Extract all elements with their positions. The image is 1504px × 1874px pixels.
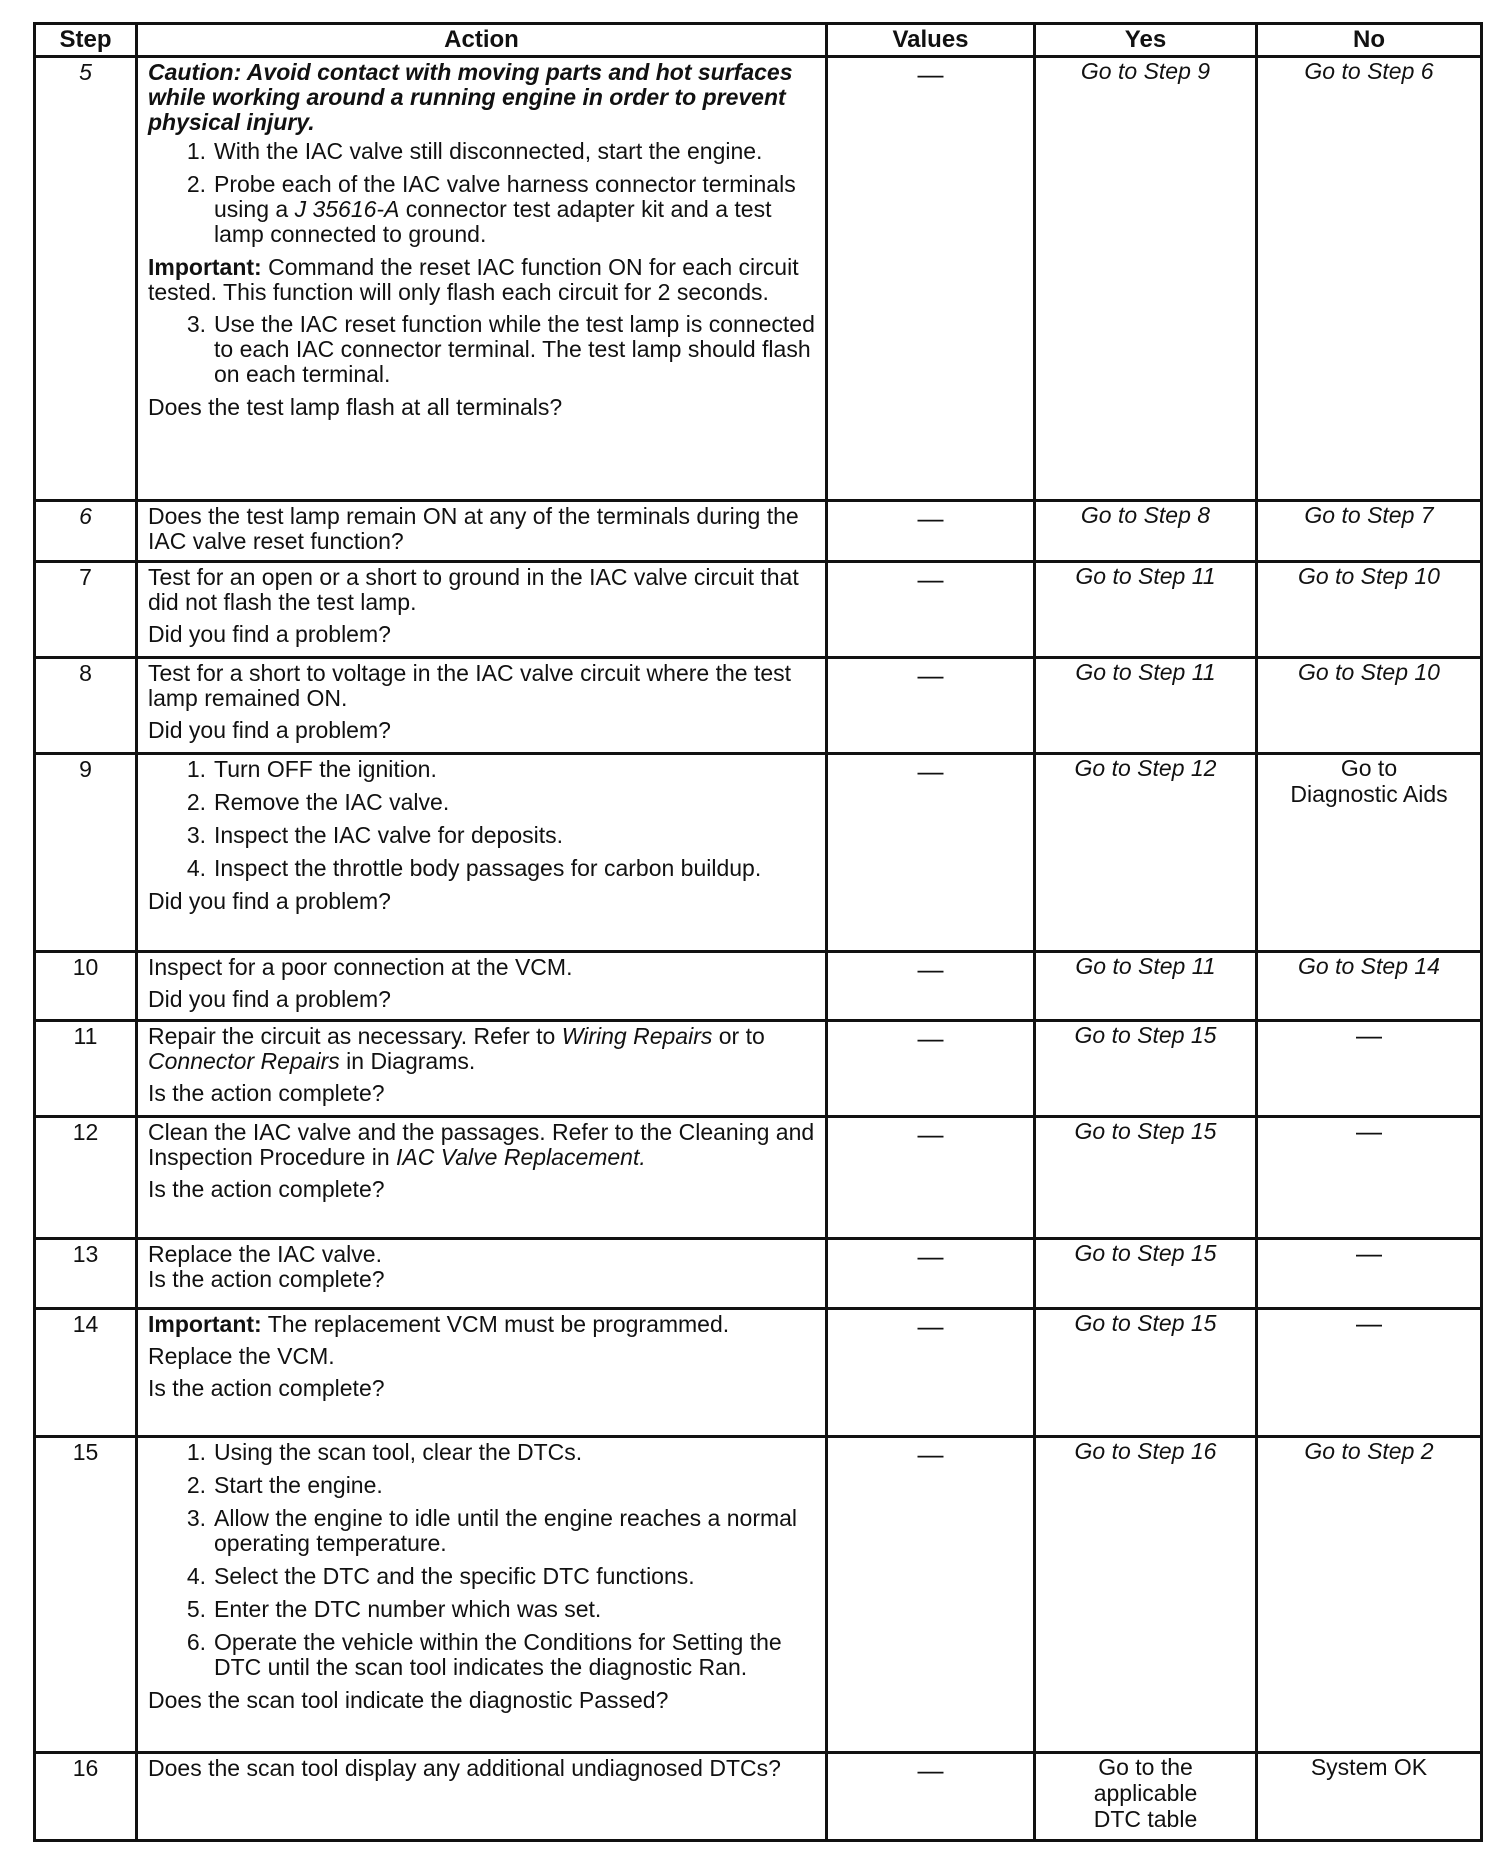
table-header-row [35, 24, 1482, 57]
action-cell [137, 1021, 827, 1117]
action-text [148, 1120, 817, 1170]
caution-text: Caution: Avoid contact with moving parts and hot surfaces while working around a running engine in order to prevent physical injury. [148, 59, 793, 135]
step-number: 7 [35, 562, 137, 658]
action-question: Is the action complete? [148, 1266, 385, 1292]
table-row [35, 754, 1482, 952]
yes-cell: Go to Step 11 [1035, 952, 1257, 1021]
step-number: 16 [35, 1753, 137, 1841]
step-number: 12 [35, 1117, 137, 1239]
action-list [148, 1440, 817, 1680]
list-item-number: 3. [186, 311, 206, 337]
yes-cell [1035, 1753, 1257, 1841]
list-item-text: Inspect the IAC valve for deposits. [214, 822, 564, 848]
list-item-number: 6. [186, 1629, 206, 1655]
list-item [148, 312, 817, 387]
header-step: Step [35, 24, 137, 57]
values-cell: — [827, 1239, 1035, 1309]
header-no: No [1257, 24, 1482, 57]
action-text: Replace the VCM. [148, 1343, 335, 1369]
list-item-number: 5. [186, 1596, 206, 1622]
table-row [35, 658, 1482, 754]
list-item-number: 3. [186, 1505, 206, 1531]
values-cell: — [827, 1021, 1035, 1117]
table-row [35, 1239, 1482, 1309]
yes-cell: Go to Step 15 [1035, 1021, 1257, 1117]
action-text: Test for a short to voltage in the IAC valve circuit where the test lamp remained ON. [148, 660, 792, 711]
important-label: Important: [148, 1311, 262, 1337]
action-list [148, 312, 817, 387]
table-row [35, 1437, 1482, 1753]
no-cell: Go to Step 2 [1257, 1437, 1482, 1753]
table-row [35, 952, 1482, 1021]
table-row [35, 1309, 1482, 1437]
action-cell [137, 1437, 827, 1753]
important-text: The replacement VCM must be programmed. [261, 1311, 730, 1337]
important-text: Command the reset IAC function ON for each circuit tested. This function will only flash each circuit for 2 seconds. [148, 254, 799, 305]
no-cell: Go to Step 10 [1257, 658, 1482, 754]
list-item [148, 1597, 817, 1622]
important-note [148, 255, 817, 305]
table-row [35, 57, 1482, 501]
table-row [35, 1117, 1482, 1239]
values-cell: — [827, 1437, 1035, 1753]
list-item-text: Remove the IAC valve. [214, 789, 450, 815]
yes-cell: Go to Step 11 [1035, 658, 1257, 754]
action-question: Does the scan tool indicate the diagnostic Passed? [148, 1687, 669, 1713]
action-question: Is the action complete? [148, 1375, 385, 1401]
action-text: Test for an open or a short to ground in the IAC valve circuit that did not flash the test lamp. [148, 564, 799, 615]
list-item [148, 1506, 817, 1556]
no-cell: — [1257, 1309, 1482, 1437]
tool-reference: J 35616-A [294, 196, 400, 222]
no-cell: Go to Step 6 [1257, 57, 1482, 501]
list-item-number: 1. [186, 1439, 206, 1465]
list-item-text: Use the IAC reset function while the test lamp is connected to each IAC connector terminal. The test lamp should flash on each terminal. [214, 311, 815, 387]
connector-repairs-reference: Connector Repairs [148, 1048, 340, 1074]
list-item-number: 1. [186, 756, 206, 782]
table-row [35, 1753, 1482, 1841]
important-label: Important: [148, 254, 262, 280]
action-cell [137, 501, 827, 562]
values-cell: — [827, 57, 1035, 501]
step-number: 5 [35, 57, 137, 501]
yes-cell-line: DTC table [1093, 1806, 1198, 1832]
values-cell: — [827, 501, 1035, 562]
action-cell [137, 57, 827, 501]
list-item-text: Allow the engine to idle until the engine reaches a normal operating temperature. [214, 1505, 798, 1556]
step-number: 10 [35, 952, 137, 1021]
action-cell [137, 952, 827, 1021]
action-question: Does the test lamp remain ON at any of the terminals during the IAC valve reset function? [148, 503, 799, 554]
action-question: Is the action complete? [148, 1080, 385, 1106]
action-question: Does the test lamp flash at all terminals? [148, 394, 563, 420]
step-number: 11 [35, 1021, 137, 1117]
yes-cell: Go to Step 11 [1035, 562, 1257, 658]
no-cell: — [1257, 1117, 1482, 1239]
yes-cell-line: applicable [1093, 1780, 1198, 1806]
header-yes: Yes [1035, 24, 1257, 57]
action-question: Did you find a problem? [148, 888, 391, 914]
list-item-text: Inspect the throttle body passages for carbon buildup. [214, 855, 762, 881]
list-item [148, 856, 817, 881]
action-question: Did you find a problem? [148, 621, 391, 647]
list-item-number: 4. [186, 1563, 206, 1589]
step-number: 14 [35, 1309, 137, 1437]
diagnostic-page [33, 22, 1480, 1842]
list-item-text: Select the DTC and the specific DTC functions. [214, 1563, 695, 1589]
list-item-text [214, 172, 817, 247]
header-action: Action [137, 24, 827, 57]
step-number: 6 [35, 501, 137, 562]
list-item [148, 172, 817, 247]
text-segment: Repair the circuit as necessary. Refer to [148, 1023, 562, 1049]
list-item [148, 139, 817, 164]
yes-cell: Go to Step 12 [1035, 754, 1257, 952]
action-text: Replace the IAC valve. [148, 1241, 382, 1267]
action-cell [137, 1117, 827, 1239]
action-question: Does the scan tool display any additional undiagnosed DTCs? [148, 1755, 781, 1781]
yes-cell: Go to Step 15 [1035, 1239, 1257, 1309]
list-item [148, 757, 817, 782]
values-cell: — [827, 658, 1035, 754]
values-cell: — [827, 562, 1035, 658]
list-item [148, 790, 817, 815]
no-cell: — [1257, 1239, 1482, 1309]
values-cell: — [827, 754, 1035, 952]
no-cell: Go to Step 7 [1257, 501, 1482, 562]
step-number: 13 [35, 1239, 137, 1309]
text-segment: or to [712, 1023, 765, 1049]
values-cell: — [827, 1753, 1035, 1841]
action-cell [137, 562, 827, 658]
no-cell [1257, 754, 1482, 952]
values-cell: — [827, 1309, 1035, 1437]
table-row [35, 562, 1482, 658]
list-item-text: Turn OFF the ignition. [214, 756, 437, 782]
table-row [35, 1021, 1482, 1117]
list-item-text: Enter the DTC number which was set. [214, 1596, 602, 1622]
step-number: 8 [35, 658, 137, 754]
action-list [148, 139, 817, 247]
no-cell-line: Diagnostic Aids [1290, 781, 1448, 807]
action-cell [137, 1753, 827, 1841]
no-cell: System OK [1257, 1753, 1482, 1841]
action-cell [137, 1309, 827, 1437]
list-item [148, 823, 817, 848]
yes-cell-line: Go to the [1098, 1754, 1193, 1780]
list-item-text: Operate the vehicle within the Conditions for Setting the DTC until the scan tool indicates the diagnostic Ran. [214, 1629, 782, 1680]
yes-cell: Go to Step 15 [1035, 1309, 1257, 1437]
no-cell: — [1257, 1021, 1482, 1117]
action-question: Did you find a problem? [148, 717, 391, 743]
list-item-number: 2. [186, 789, 206, 815]
yes-cell: Go to Step 9 [1035, 57, 1257, 501]
action-cell [137, 658, 827, 754]
action-cell [137, 1239, 827, 1309]
action-cell [137, 754, 827, 952]
text-segment: Clean the IAC valve and the passages. Refer to the Cleaning and Inspection Procedure in [148, 1119, 815, 1170]
list-item [148, 1564, 817, 1589]
text-segment: in Diagrams. [339, 1048, 476, 1074]
text-segment: connector test adapter kit and a test lamp connected to ground. [214, 196, 772, 247]
list-item [148, 1473, 817, 1498]
action-list [148, 757, 817, 881]
step-number: 15 [35, 1437, 137, 1753]
values-cell: — [827, 1117, 1035, 1239]
list-item-number: 3. [186, 822, 206, 848]
text-segment: Probe each of the IAC valve harness connector terminals using a [214, 171, 796, 222]
list-item-text: With the IAC valve still disconnected, start the engine. [214, 138, 763, 164]
list-item-number: 2. [186, 1472, 206, 1498]
header-values: Values [827, 24, 1035, 57]
list-item-text: Start the engine. [214, 1472, 383, 1498]
yes-cell: Go to Step 8 [1035, 501, 1257, 562]
action-text [148, 1024, 817, 1074]
yes-cell: Go to Step 15 [1035, 1117, 1257, 1239]
list-item-number: 1. [186, 138, 206, 164]
action-question: Did you find a problem? [148, 986, 391, 1012]
values-cell: — [827, 952, 1035, 1021]
no-cell: Go to Step 14 [1257, 952, 1482, 1021]
list-item [148, 1440, 817, 1465]
yes-cell: Go to Step 16 [1035, 1437, 1257, 1753]
list-item-text: Using the scan tool, clear the DTCs. [214, 1439, 583, 1465]
list-item-number: 2. [186, 171, 206, 197]
wiring-repairs-reference: Wiring Repairs [561, 1023, 713, 1049]
iac-valve-replacement-reference: IAC Valve Replacement. [396, 1144, 646, 1170]
diagnostic-table [33, 22, 1483, 1842]
list-item [148, 1630, 817, 1680]
table-row [35, 501, 1482, 562]
important-note [148, 1312, 817, 1337]
action-question: Is the action complete? [148, 1176, 385, 1202]
no-cell-line: Go to [1340, 755, 1398, 781]
step-number: 9 [35, 754, 137, 952]
list-item-number: 4. [186, 855, 206, 881]
no-cell: Go to Step 10 [1257, 562, 1482, 658]
action-text: Inspect for a poor connection at the VCM. [148, 954, 573, 980]
